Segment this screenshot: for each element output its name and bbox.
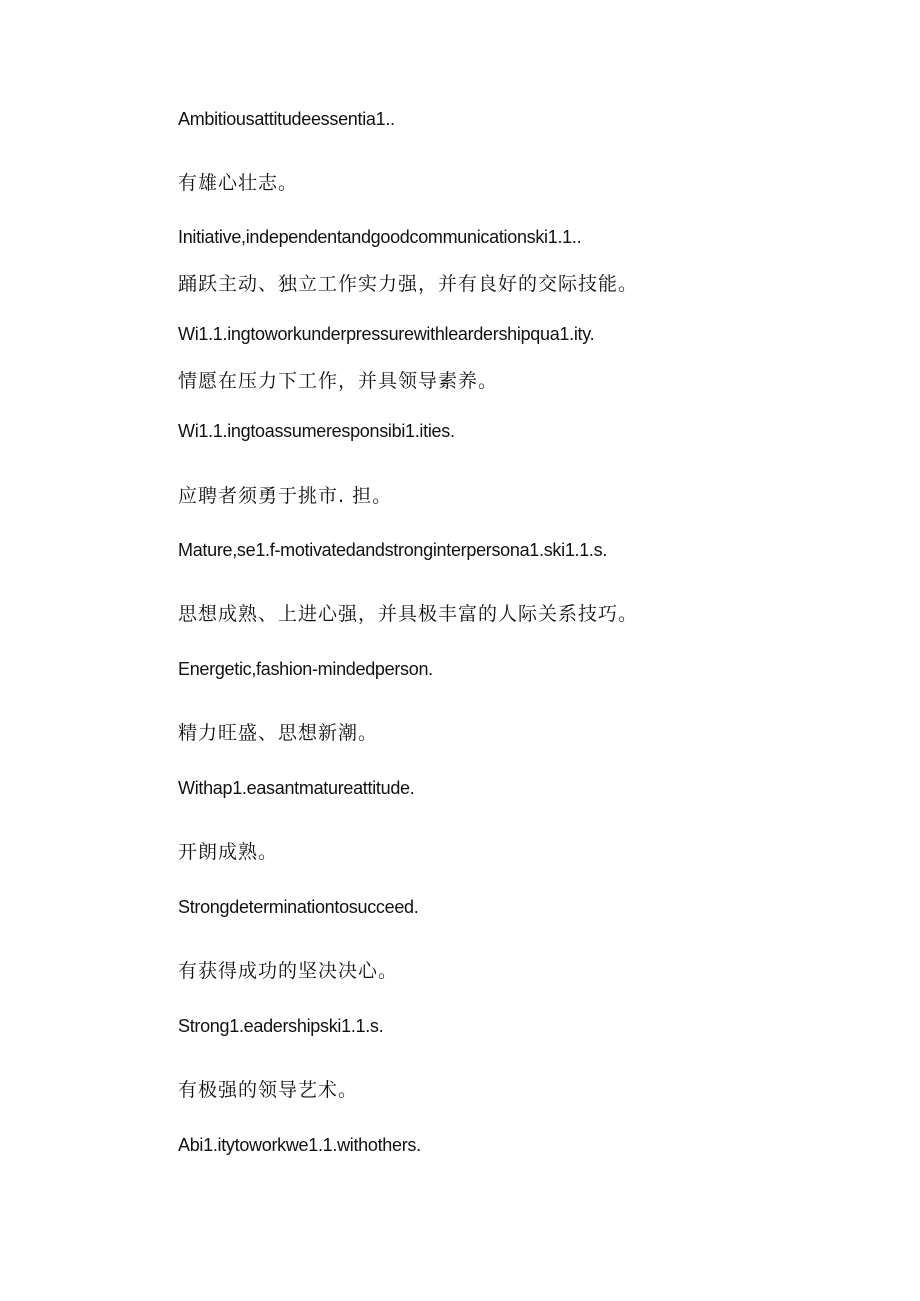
text-line-6: 情愿在压力下工作，并具领导素养。 <box>178 370 499 392</box>
text-line-7: Wi1.1.ingtoassumeresponsibi1.ities. <box>178 421 455 441</box>
text-line-11: Energetic,fashion-mindedperson. <box>178 659 433 679</box>
text-line-18: 有极强的领导艺术。 <box>178 1079 359 1101</box>
text-line-14: 开朗成熟。 <box>178 841 279 863</box>
text-line-10: 思想成熟、上进心强，并具极丰富的人际关系技巧。 <box>178 603 639 625</box>
text-line-16: 有获得成功的坚决决心。 <box>178 960 399 982</box>
text-line-13: Withap1.easantmatureattitude. <box>178 778 415 798</box>
text-line-19: Abi1.itytoworkwe1.1.withothers. <box>178 1135 421 1155</box>
text-line-5: Wi1.1.ingtoworkunderpressurewithleardershipqua1.ity. <box>178 324 595 344</box>
text-line-9: Mature,se1.f-motivatedandstronginterpersona1.ski1.1.s. <box>178 540 608 560</box>
text-line-15: Strongdeterminationtosucceed. <box>178 897 419 917</box>
text-line-12: 精力旺盛、思想新潮。 <box>178 722 379 744</box>
text-line-17: Strong1.eadershipski1.1.s. <box>178 1016 384 1036</box>
text-line-4: 踊跃主动、独立工作实力强，并有良好的交际技能。 <box>178 273 639 295</box>
text-line-3: Initiative,independentandgoodcommunicationski1.1.. <box>178 227 582 247</box>
text-line-8: 应聘者须勇于挑市. 担。 <box>178 485 393 507</box>
text-line-1: Ambitiousattitudeessentia1.. <box>178 109 395 129</box>
text-line-2: 有雄心壮志。 <box>178 172 299 194</box>
